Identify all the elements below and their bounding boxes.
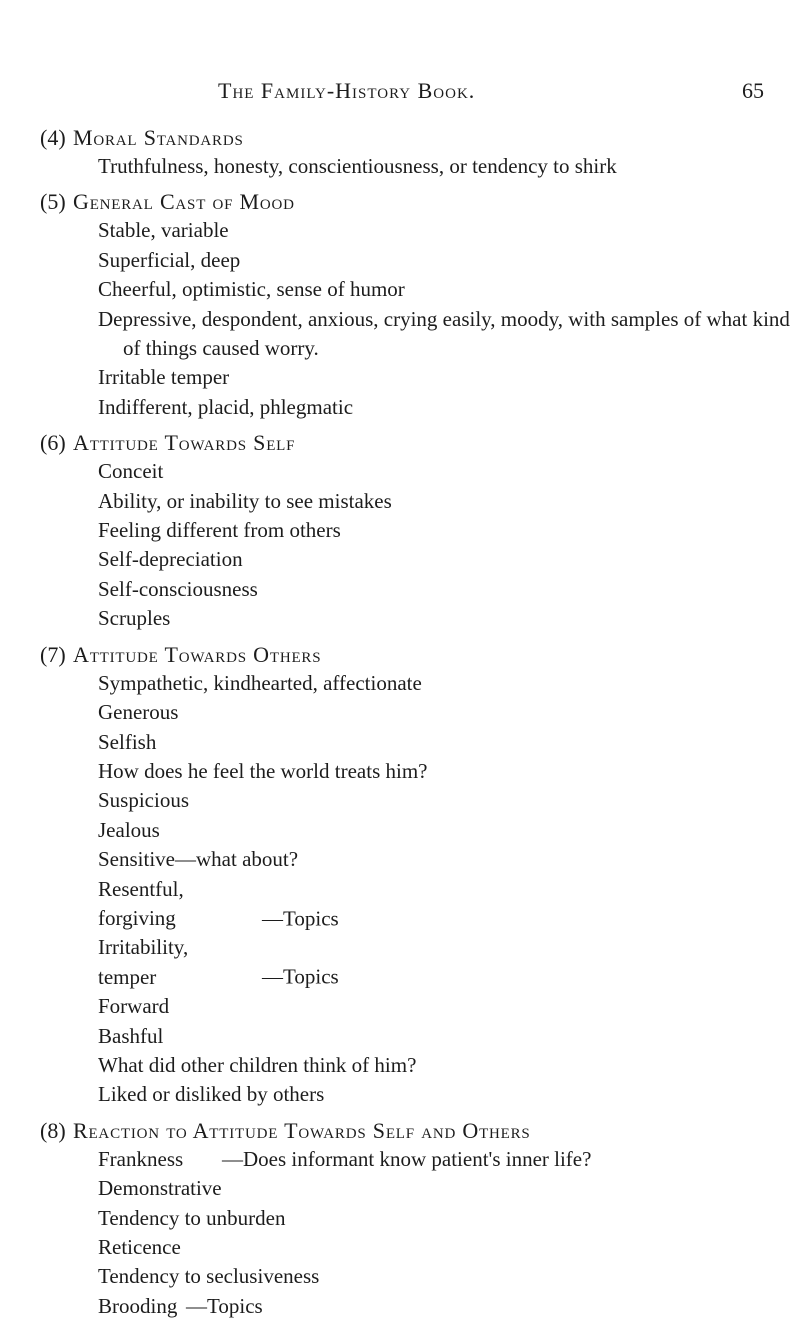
list-item: Depressive, despondent, anxious, crying easily, moody, with samples of what kind of things caused worry.	[98, 306, 790, 361]
item-list	[73, 216, 800, 422]
list-item: Generous	[98, 700, 179, 725]
item-list	[73, 457, 800, 633]
list-item	[98, 1145, 800, 1174]
item-term: Brooding	[98, 1293, 178, 1318]
item-note: —Topics	[262, 905, 339, 930]
list-item: Tendency to unburden	[98, 1205, 286, 1230]
section-heading: Attitude Towards Self	[73, 430, 296, 456]
list-item: What did other children think of him?	[98, 1052, 417, 1077]
section-number: (6)	[40, 430, 66, 456]
list-item: Selfish	[98, 729, 157, 754]
list-item: Jealous	[98, 817, 160, 842]
list-item: Cheerful, optimistic, sense of humor	[98, 277, 405, 302]
list-item: Irritable temper	[98, 365, 230, 390]
list-item: Sensitive—what about?	[98, 847, 299, 872]
page-header	[0, 78, 800, 108]
sections	[0, 123, 800, 1321]
item-term: Irritability, temper	[98, 935, 189, 989]
item-note: —Does informant know patient's inner life?	[222, 1146, 592, 1171]
section-number: (7)	[40, 641, 66, 667]
list-item: Stable, variable	[98, 218, 229, 243]
list-item: Suspicious	[98, 788, 190, 813]
list-item: Superficial, deep	[98, 247, 241, 272]
list-item: Ability, or inability to see mistakes	[98, 488, 392, 513]
list-item: Liked or disliked by others	[98, 1082, 325, 1107]
item-note: —Topics	[186, 1293, 263, 1318]
item-term: Resentful, forgiving	[98, 876, 184, 930]
list-item	[98, 1292, 800, 1321]
section-number: (4)	[40, 125, 66, 150]
item-list	[73, 1145, 800, 1321]
section-heading: Moral Standards	[73, 125, 244, 150]
section-general-cast-of-mood	[0, 187, 800, 422]
list-item: Indifferent, placid, phlegmatic	[98, 394, 354, 419]
list-item: Feeling different from others	[98, 518, 341, 543]
list-item: Reticence	[98, 1235, 181, 1259]
item-term: Frankness	[98, 1146, 184, 1171]
list-item: Demonstrative	[98, 1176, 222, 1201]
running-title: The Family-History Book.	[218, 78, 476, 103]
item-list	[73, 669, 800, 1110]
list-item: Self-consciousness	[98, 576, 258, 601]
section-attitude-towards-others	[0, 640, 800, 1110]
list-item: Forward	[98, 994, 170, 1019]
list-item: Self-depreciation	[98, 547, 243, 572]
list-item: Tendency to seclusiveness	[98, 1264, 320, 1289]
section-heading: Attitude Towards Others	[73, 641, 322, 667]
list-item: Scruples	[98, 606, 171, 631]
list-item: Sympathetic, kindhearted, affectionate	[98, 670, 422, 695]
item-note: —Topics	[262, 964, 339, 989]
section-number: (5)	[40, 189, 66, 215]
section-reaction-to-attitude	[0, 1116, 800, 1321]
section-number: (8)	[40, 1117, 66, 1143]
list-item	[98, 875, 800, 934]
section-moral-standards	[0, 123, 800, 181]
list-item: Truthfulness, honesty, conscientiousness, or tendency to shirk	[98, 154, 617, 178]
list-item: Bashful	[98, 1023, 164, 1048]
list-item: How does he feel the world treats him?	[98, 758, 428, 783]
list-item: Conceit	[98, 459, 164, 484]
section-heading: General Cast of Mood	[73, 189, 295, 215]
item-list	[73, 152, 800, 181]
section-heading: Reaction to Attitude Towards Self and Others	[73, 1117, 531, 1143]
page-number: 65	[742, 78, 764, 103]
section-attitude-towards-self	[0, 428, 800, 633]
list-item	[98, 933, 800, 992]
